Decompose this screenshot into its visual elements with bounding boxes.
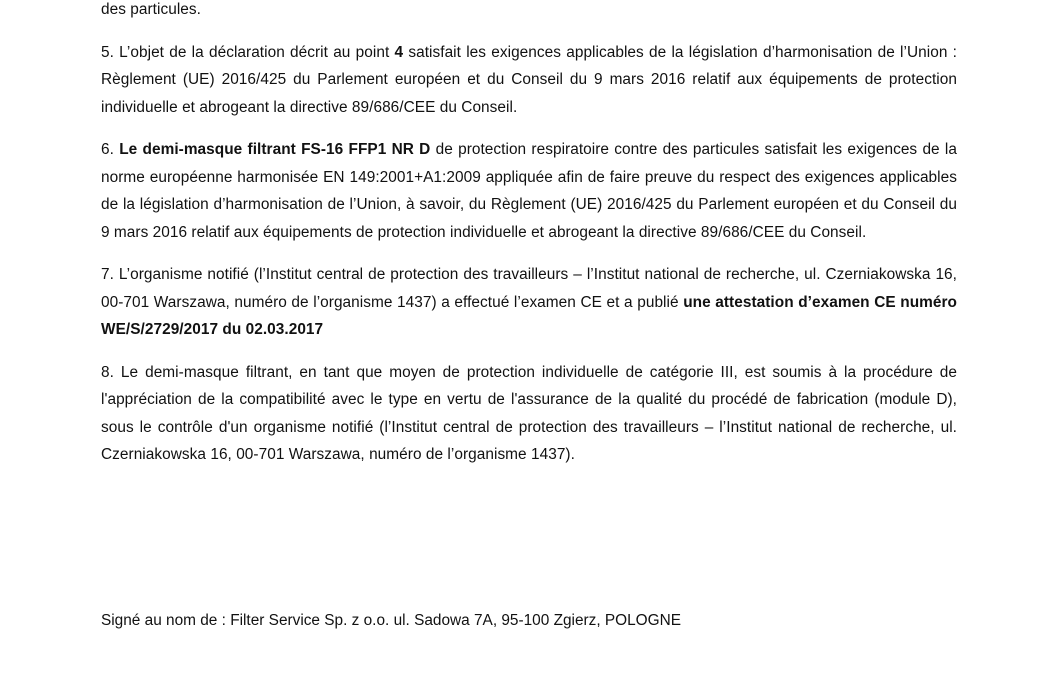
paragraph-5-text-a: 5. L’objet de la déclaration décrit au point — [101, 43, 395, 61]
paragraph-6-product-name: Le demi-masque filtrant FS-16 FFP1 NR D — [119, 141, 431, 158]
paragraph-6-text: de protection respiratoire contre des particules satisfait les exigences de la norme européenne harmonisée EN 149:2001+A1:2009 appliquée afin de faire preuve du respect des exigences applicables de la législation d’harmonisation de l’Union, à savoir, du Règlement (UE) 2016/425 du Parlement européen et du Conseil du 9 mars 2016 relatif aux équipements de protection individuelle et abrogeant la directive 89/686/CEE du Conseil. — [101, 141, 957, 241]
document-body — [101, 0, 957, 484]
paragraph-5 — [101, 39, 957, 122]
paragraph-4-tail: des particules. — [101, 1, 201, 18]
paragraph-7 — [101, 261, 957, 344]
signature-line: Signé au nom de : Filter Service Sp. z o.o. ul. Sadowa 7A, 95-100 Zgierz, POLOGNE — [101, 612, 681, 629]
paragraph-5-point-ref: 4 — [394, 43, 404, 61]
paragraph-6-number: 6. — [101, 141, 120, 158]
paragraph-7-certificate: une attestation d’examen CE numéro WE/S/2729/2017 du 02.03.2017 — [101, 293, 957, 338]
paragraph-7-text: 7. L’organisme notifié (l’Institut central de protection des travailleurs – l’Institut national de recherche, ul. Czerniakowska 16, 00-701 Warszawa, numéro de l’organisme 1437) a effectué l’examen CE et a publié — [101, 266, 957, 311]
paragraph-5-text-c: satisfait les exigences applicables de la législation d’harmonisation de l’Union : Règlement (UE) 2016/425 du Parlement européen et du Conseil du 9 mars 2016 relatif aux équipements de protection individuelle et abrogeant la directive 89/686/CEE du Conseil. — [101, 43, 957, 116]
paragraph-8: 8. Le demi-masque filtrant, en tant que moyen de protection individuelle de catégorie III, est soumis à la procédure de l'appréciation de la compatibilité avec le type en vertu de l'assurance de la qualité du procédé de fabrication (module D), sous le contrôle d'un organisme notifié (l’Institut central de protection des travailleurs – l’Institut national de recherche, ul. Czerniakowska 16, 00-701 Warszawa, numéro de l’organisme 1437). — [101, 363, 957, 463]
paragraph-6 — [101, 136, 957, 246]
